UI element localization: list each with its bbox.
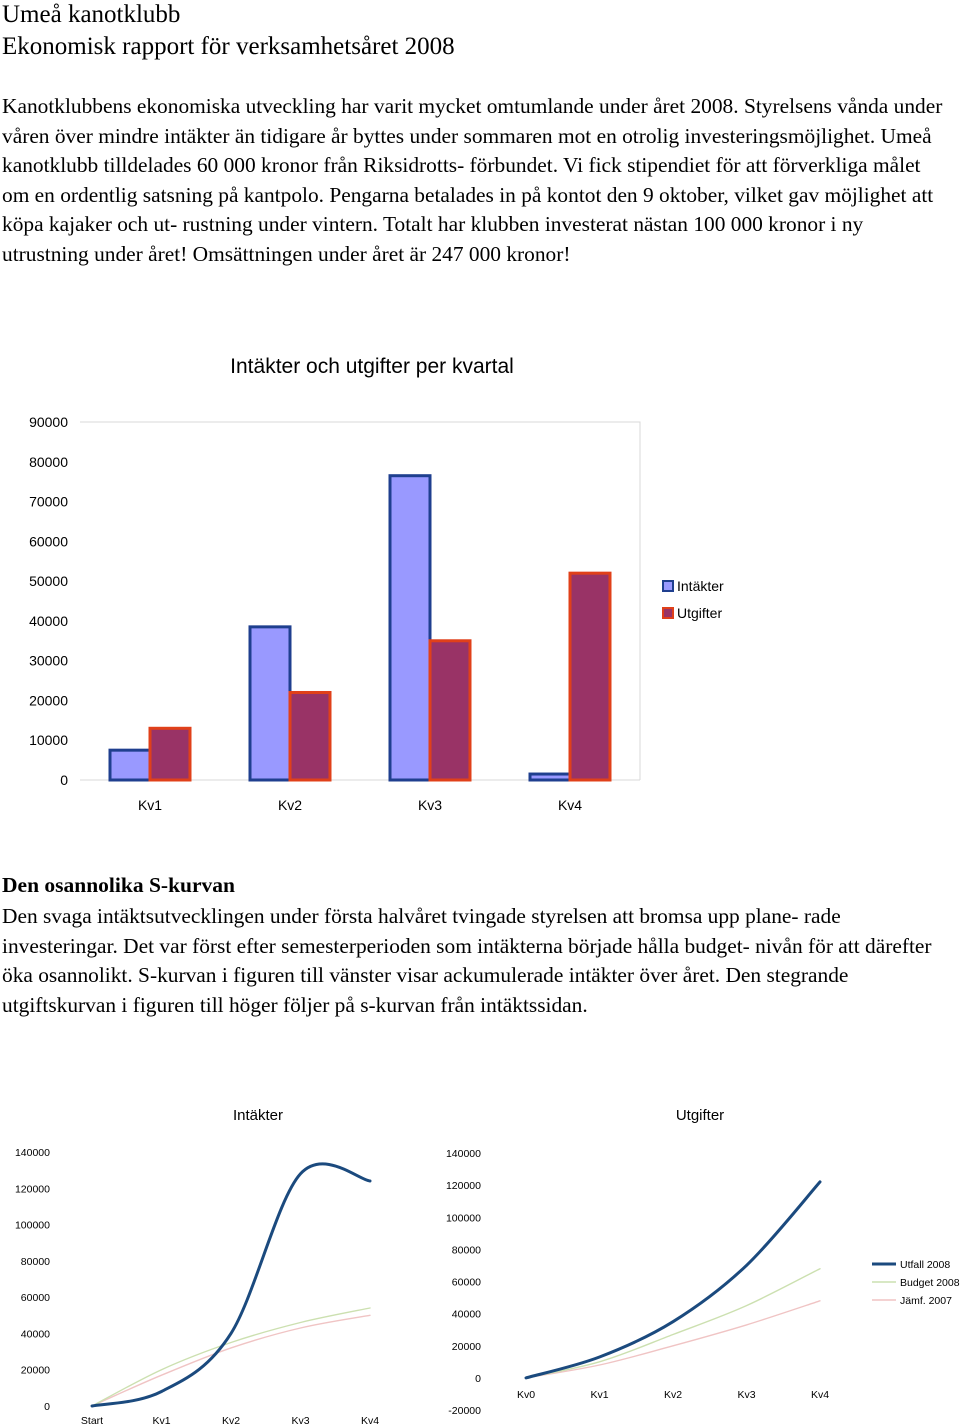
- bar-chart-ytick-label: 40000: [29, 612, 68, 629]
- bar-chart-xtick-label: Kv3: [417, 797, 443, 813]
- utgifter-chart-title: Utgifter: [675, 1107, 725, 1124]
- bar-chart-ytick-label: 90000: [29, 414, 68, 430]
- intro-paragraph: Kanotklubbens ekonomiska utveckling har varit mycket omtumlande under året 2008. Styrelsens vånda under våren över mindre intäkter än tidigare år byttes under sommaren mot en otrolig investeringsmöjlighet. Umeå kanotklubb tilldelades 60 000 kronor från Riksidrotts- förbundet. Vi fick stipendiet för att förverkliga målet om en ordentlig satsning på kantpolo. Pengarna betalades in på kontot den 9 oktober, vilket gav möjlighet att köpa kajaker och ut- rustning under vintern. Totalt har klubben investerat nästan 100 000 kronor i ny utrustning under året! Omsättningen under året är 247 000 kronor!: [2, 94, 943, 266]
- utgifter-xtick-label: Kv1: [590, 1389, 609, 1401]
- bar-chart-ytick-label: 60000: [29, 533, 68, 550]
- intakter-xtick-label: Kv2: [221, 1415, 241, 1426]
- utgifter-xtick-label: Kv0: [516, 1389, 536, 1401]
- bar-intäkter-kv3: [390, 476, 430, 780]
- legend-label-intäkter: Intäkter: [677, 578, 724, 594]
- bar-chart-title: Intäkter och utgifter per kvartal: [230, 355, 514, 378]
- intakter-ytick-label: 80000: [20, 1255, 50, 1268]
- intakter-chart-title: Intäkter: [232, 1107, 284, 1124]
- utgifter-ytick-label: 100000: [445, 1212, 481, 1225]
- bar-intäkter-kv2: [250, 627, 290, 780]
- intakter-ytick-label: 0: [44, 1401, 50, 1413]
- bar-chart-xtick-label: Kv1: [137, 797, 163, 813]
- intakter-xtick-label: Kv3: [291, 1415, 310, 1426]
- page-title: Umeå kanotklubb: [2, 1, 181, 28]
- intakter-xtick-label: Kv4: [360, 1415, 380, 1426]
- utgifter-ytick-label: 20000: [451, 1340, 481, 1353]
- intakter-ytick-label: 60000: [20, 1292, 50, 1305]
- line-legend-label: Budget 2008: [900, 1277, 960, 1289]
- intakter-xtick-label: Kv1: [152, 1415, 171, 1426]
- bar-utgifter-kv2: [290, 692, 330, 780]
- intakter-xtick-label: Start: [80, 1415, 104, 1426]
- bar-chart-ytick-label: 10000: [29, 732, 68, 749]
- intakter-ytick-label: 140000: [14, 1147, 50, 1159]
- utgifter-xtick-label: Kv4: [810, 1389, 830, 1401]
- bar-utgifter-kv1: [150, 728, 190, 780]
- bar-chart-ytick-label: 80000: [29, 453, 68, 470]
- utgifter-xtick-label: Kv2: [663, 1389, 683, 1401]
- bar-chart-ytick-label: 50000: [29, 573, 68, 590]
- line-legend-label: Utfall 2008: [900, 1259, 951, 1271]
- utgifter-ytick-label: 40000: [451, 1308, 481, 1321]
- utgifter-ytick-label: 0: [475, 1372, 481, 1385]
- legend-swatch-intäkter: [663, 581, 673, 591]
- bar-chart-ytick-label: 70000: [29, 493, 68, 510]
- utgifter-ytick-label: 120000: [445, 1180, 481, 1193]
- intakter-ytick-label: 100000: [14, 1219, 50, 1232]
- utgifter-ytick-label: -20000: [448, 1405, 481, 1417]
- bar-intäkter-kv4: [530, 774, 570, 780]
- intakter-ytick-label: 20000: [20, 1364, 50, 1377]
- intakter-line-j-mf-2007: [92, 1315, 370, 1406]
- line-legend-label: Jämf. 2007: [900, 1295, 952, 1307]
- utgifter-xtick-label: Kv3: [737, 1389, 756, 1401]
- bar-utgifter-kv3: [430, 641, 470, 780]
- utgifter-ytick-label: 80000: [451, 1244, 481, 1257]
- legend-label-utgifter: Utgifter: [677, 605, 723, 621]
- bar-chart-xtick-label: Kv2: [277, 797, 303, 813]
- section-paragraph: Den svaga intäktsutvecklingen under första halvåret tvingade styrelsen att bromsa upp plane- rade investeringar. Det var först efter semesterperioden som intäkterna började hålla budget- nivån för att därefter öka osannolikt. S-kurvan i figuren till vänster visar ackumulerade intäkter över året. Den stegrande utgiftskurvan i figuren till höger följer på s-kurvan från intäktssidan.: [2, 904, 932, 1017]
- section-heading: Den osannolika S-kurvan: [2, 873, 235, 897]
- bar-chart-xtick-label: Kv4: [557, 797, 583, 813]
- bar-chart-ytick-label: 20000: [29, 692, 68, 709]
- intakter-ytick-label: 120000: [14, 1183, 50, 1196]
- bar-chart-frame: [80, 422, 640, 780]
- bar-chart-ytick-label: 0: [60, 772, 68, 788]
- bar-chart-ytick-label: 30000: [29, 652, 68, 669]
- utgifter-ytick-label: 60000: [451, 1276, 481, 1289]
- legend-swatch-utgifter: [663, 608, 673, 618]
- intakter-ytick-label: 40000: [20, 1328, 50, 1341]
- page-subtitle: Ekonomisk rapport för verksamhetsåret 2008: [2, 33, 455, 60]
- utgifter-line-utfall-2008: [526, 1182, 820, 1378]
- bar-intäkter-kv1: [110, 750, 150, 780]
- intakter-line-utfall-2008: [92, 1164, 370, 1406]
- bar-utgifter-kv4: [570, 573, 610, 780]
- utgifter-ytick-label: 140000: [445, 1148, 481, 1160]
